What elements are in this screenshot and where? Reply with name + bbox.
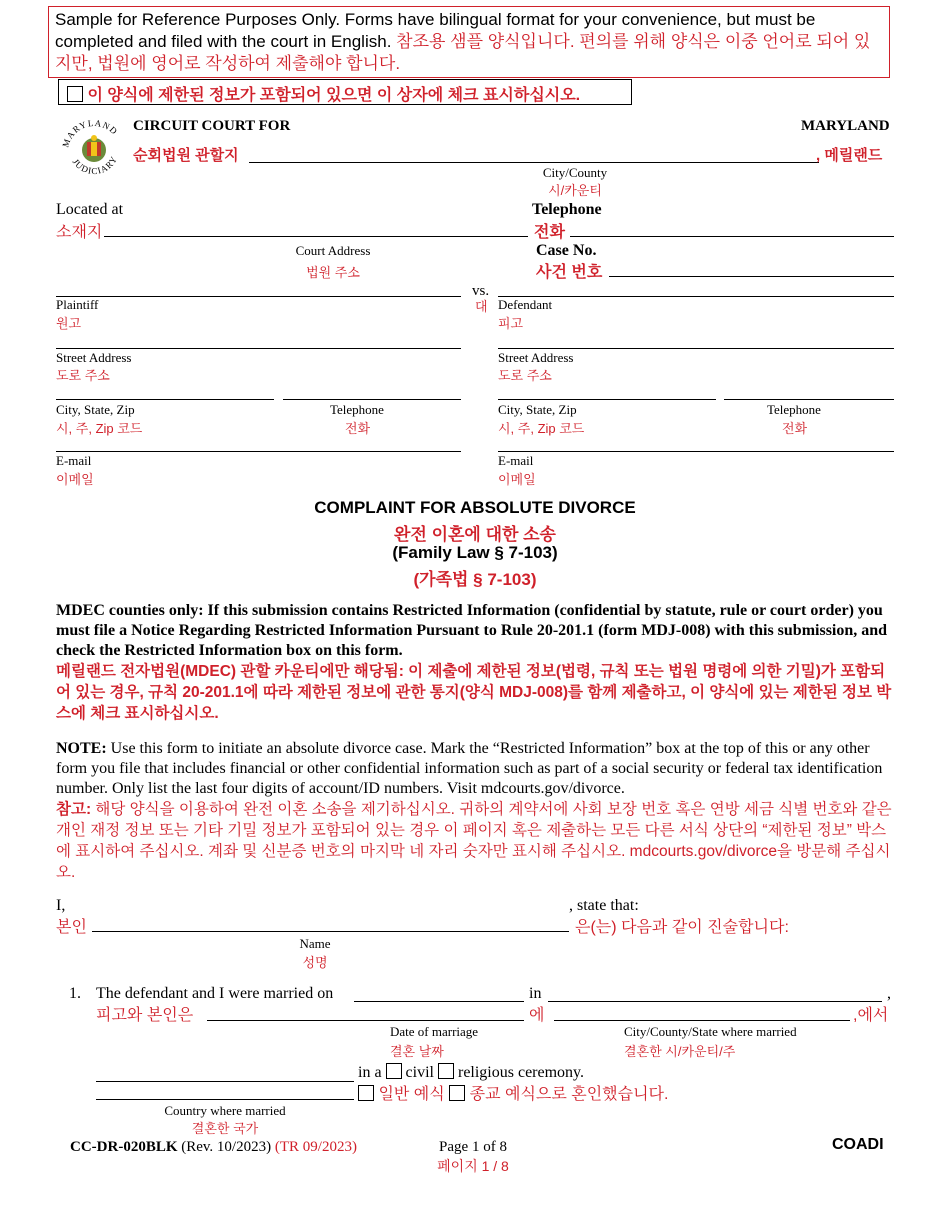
note-label-ko: 참고: <box>56 801 92 818</box>
form-code: COADI <box>832 1136 884 1153</box>
court-address-caption-ko: 법원 주소 <box>306 265 360 280</box>
date-of-marriage-caption: Date of marriage <box>390 1024 479 1039</box>
plaintiff-city-field[interactable] <box>56 399 274 400</box>
defendant-city-field[interactable] <box>498 399 716 400</box>
defendant-email-caption-ko: 이메일 <box>498 472 536 487</box>
circuit-court-label-ko: 순회법원 관할지 <box>133 147 239 164</box>
country-of-marriage-field-ko[interactable] <box>96 1099 354 1100</box>
religious-label: religious ceremony. <box>457 1064 585 1081</box>
circuit-court-label: CIRCUIT COURT FOR <box>133 118 291 134</box>
married-on-label-ko: 피고와 본인은 <box>96 1007 194 1024</box>
plaintiff-street-caption-ko: 도로 주소 <box>56 368 110 383</box>
plaintiff-street-field[interactable] <box>56 348 461 349</box>
form-law-citation: (Family Law § 7-103) <box>392 543 558 562</box>
civil-checkbox-ko[interactable] <box>358 1085 374 1101</box>
page-number-ko: 페이지 1 / 8 <box>437 1158 509 1174</box>
name-caption-ko: 성명 <box>302 955 328 970</box>
in-a-label: in a <box>358 1064 382 1081</box>
plaintiff-caption-ko: 원고 <box>56 316 82 331</box>
comma-label: , <box>887 985 891 1002</box>
place-of-marriage-caption: City/County/State where married <box>624 1024 797 1039</box>
defendant-street-caption: Street Address <box>498 350 574 365</box>
court-address-caption: Court Address <box>295 243 371 258</box>
plaintiff-phone-field[interactable] <box>283 399 461 400</box>
form-title-ko: 완전 이혼에 대한 소송 <box>394 525 556 544</box>
maryland-label: MARYLAND <box>801 118 890 134</box>
plaintiff-street-caption: Street Address <box>56 350 132 365</box>
place-of-marriage-field-ko[interactable] <box>554 1020 850 1021</box>
plaintiff-caption: Plaintiff <box>56 297 99 312</box>
maryland-label-ko: , 메릴랜드 <box>816 147 883 164</box>
restricted-info-label: 이 양식에 제한된 정보가 포함되어 있으면 이 상자에 체크 표시하십시오. <box>87 87 581 104</box>
ceremony-line <box>358 1063 584 1082</box>
defendant-field[interactable] <box>498 296 894 297</box>
plaintiff-city-caption: City, State, Zip <box>56 402 135 417</box>
defendant-caption-ko: 피고 <box>498 316 524 331</box>
court-telephone-field[interactable] <box>570 236 894 237</box>
mdec-notice-ko: 메릴랜드 전자법원(MDEC) 관할 카운티에만 해당됨: 이 제출에 제한된 정보(법령, 규칙 또는 법원 명령에 의한 기밀)가 포함되어 있는 경우, 규칙 20-201.1에 따라 제한된 정보에 관한 통지(양식 MDJ-008)를 함께 제출하고, 이 양식에 있는 제한된 정보 박스에 체크 표시하십시오. <box>56 663 892 722</box>
defendant-email-caption: E-mail <box>498 453 534 468</box>
religious-checkbox-ko[interactable] <box>449 1085 465 1101</box>
city-county-caption: City/County <box>542 165 608 180</box>
item1-number: 1. <box>69 985 81 1002</box>
comma-label-ko: ,에서 <box>853 1007 889 1024</box>
restricted-info-checkbox[interactable] <box>67 86 83 102</box>
country-caption-ko: 결혼한 국가 <box>191 1121 259 1136</box>
vs-label: vs. <box>472 283 490 299</box>
form-revision: (Rev. 10/2023) <box>181 1139 272 1155</box>
date-of-marriage-field[interactable] <box>354 1001 524 1002</box>
in-label: in <box>529 985 542 1002</box>
form-law-citation-ko: (가족법 § 7-103) <box>413 570 537 589</box>
case-no-label: Case No. <box>536 242 597 259</box>
date-of-marriage-field-ko[interactable] <box>207 1020 524 1021</box>
sample-banner <box>48 6 890 78</box>
form-id: CC-DR-020BLK <box>70 1139 178 1155</box>
defendant-street-caption-ko: 도로 주소 <box>498 368 552 383</box>
place-of-marriage-caption-ko: 결혼한 시/카운티/주 <box>624 1044 736 1059</box>
telephone-label: Telephone <box>532 201 602 218</box>
religious-checkbox[interactable] <box>438 1063 454 1079</box>
married-on-label: The defendant and I were married on <box>96 985 334 1002</box>
vs-label-ko: 대 <box>475 299 488 314</box>
place-of-marriage-field[interactable] <box>548 1001 882 1002</box>
religious-label-ko: 종교 예식으로 혼인했습니다. <box>469 1086 669 1103</box>
defendant-city-caption-ko: 시, 주, Zip 코드 <box>498 421 585 436</box>
seal-top-text: MARYLAND <box>60 117 120 149</box>
court-address-field[interactable] <box>104 236 528 237</box>
civil-checkbox[interactable] <box>386 1063 402 1079</box>
plaintiff-field[interactable] <box>56 296 461 297</box>
city-county-field[interactable] <box>249 162 819 163</box>
plaintiff-phone-caption-ko: 전화 <box>345 421 371 436</box>
name-field[interactable] <box>92 931 569 932</box>
country-caption: Country where married <box>164 1103 286 1118</box>
defendant-phone-caption: Telephone <box>767 402 821 417</box>
form-translation-revision: (TR 09/2023) <box>274 1139 357 1155</box>
city-county-caption-ko: 시/카운티 <box>548 183 602 198</box>
defendant-email-field[interactable] <box>498 451 894 452</box>
defendant-city-caption: City, State, Zip <box>498 402 577 417</box>
name-caption: Name <box>299 936 331 951</box>
defendant-phone-field[interactable] <box>724 399 894 400</box>
telephone-label-ko: 전화 <box>534 224 565 241</box>
note-text: Use this form to initiate an absolute divorce case. Mark the “Restricted Information” box at the top of this or any other form you file that includes financial or other confidential information such as part of a social security or federal tax identification number. Only list the last four digits of account/ID numbers. Visit mdcourts.gov/divorce. <box>56 740 883 797</box>
i-label-ko: 본인 <box>56 919 87 936</box>
page-number: Page 1 of 8 <box>439 1139 507 1155</box>
note-label: NOTE: <box>56 740 107 757</box>
civil-label: civil <box>405 1064 434 1081</box>
plaintiff-email-caption: E-mail <box>56 453 92 468</box>
seal-bottom-text: JUDICIARY <box>70 154 120 177</box>
plaintiff-phone-caption: Telephone <box>330 402 384 417</box>
case-number-field[interactable] <box>609 276 894 277</box>
form-title: COMPLAINT FOR ABSOLUTE DIVORCE <box>314 498 636 517</box>
ceremony-line-ko <box>358 1081 668 1104</box>
mdec-notice: MDEC counties only: If this submission contains Restricted Information (confidential by statute, rule or court order) you must file a Notice Regarding Restricted Information Pursuant to Rule 20-201.1 (form MDJ-008) with this submission, and check the Restricted Information box on this form. <box>56 602 888 659</box>
date-of-marriage-caption-ko: 결혼 날짜 <box>390 1044 444 1059</box>
defendant-caption: Defendant <box>498 297 553 312</box>
country-of-marriage-field[interactable] <box>96 1081 354 1082</box>
in-label-ko: 에 <box>529 1007 545 1024</box>
note-paragraph <box>56 739 894 799</box>
defendant-street-field[interactable] <box>498 348 894 349</box>
civil-label-ko: 일반 예식 <box>378 1086 445 1103</box>
note-text-ko: 해당 양식을 이용하여 완전 이혼 소송을 제기하십시오. 귀하의 계약서에 사회 보장 번호 혹은 연방 세금 식별 번호와 같은 개인 재정 정보 또는 기타 기밀 정보가 포함되어 있는 경우 이 페이지 혹은 제출하는 모든 다른 서식 상단의 “제한된 정보” 박스에 표시하여 주십시오. 계좌 및 신분증 번호의 마지막 네 자리 숫자만 표시해 주십시오. mdcourts.gov/divorce을 방문해 주십시오. <box>56 801 892 881</box>
located-at-label: Located at <box>56 201 124 218</box>
note-paragraph-ko <box>56 799 894 883</box>
state-that-label: , state that: <box>569 897 639 914</box>
plaintiff-city-caption-ko: 시, 주, Zip 코드 <box>56 421 143 436</box>
state-that-label-ko: 은(는) 다음과 같이 진술합니다: <box>575 919 789 936</box>
banner-korean: 참조용 샘플 양식입니다. 편의를 위해 양식은 이중 언어로 되어 있지만, 법원에 영어로 작성하여 제출해야 합니다. <box>55 32 871 73</box>
banner-english: Sample for Reference Purposes Only. Forms have bilingual format for your convenience, but must be completed and filed with the court in English. <box>55 10 816 51</box>
defendant-phone-caption-ko: 전화 <box>782 421 808 436</box>
case-no-label-ko: 사건 번호 <box>536 264 603 281</box>
plaintiff-email-field[interactable] <box>56 451 461 452</box>
form-id-footer <box>70 1139 357 1156</box>
maryland-judiciary-seal <box>58 112 130 184</box>
located-at-label-ko: 소재지 <box>56 224 103 241</box>
plaintiff-email-caption-ko: 이메일 <box>56 472 94 487</box>
i-label: I, <box>56 897 66 914</box>
restricted-info-box <box>58 79 632 105</box>
